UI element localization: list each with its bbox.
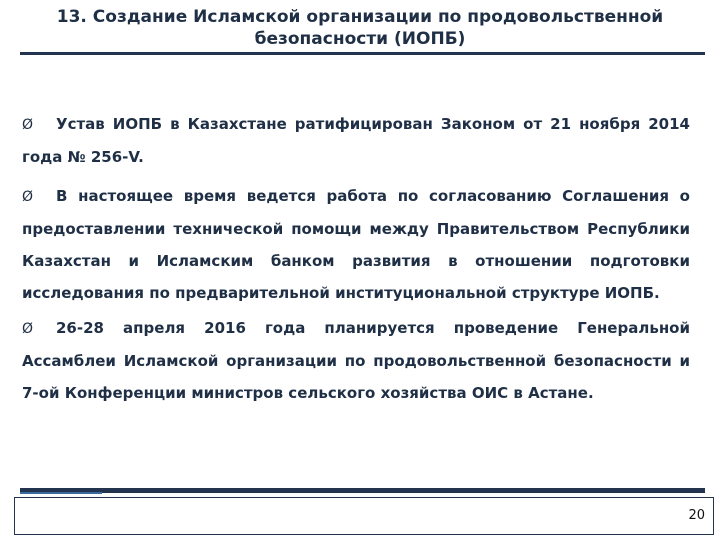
- title-line-1: 13. Создание Исламской организации по продовольственной: [56, 7, 664, 27]
- paragraph-1-text: Устав ИОПБ в Казахстане ратифицирован Законом от 21 ноября 2014 года № 256-V.: [22, 115, 690, 166]
- bottom-divider: [20, 488, 705, 493]
- arrow-bullet-icon: Ø: [22, 117, 34, 133]
- paragraph-3-text: 26-28 апреля 2016 года планируется проведение Генеральной Ассамблеи Исламской организации по продовольственной безопасности и 7-ой Конференции министров сельского хозяйства ОИС в Астане.: [22, 319, 690, 402]
- bullet-paragraph-3: [22, 312, 690, 409]
- arrow-bullet-icon: Ø: [22, 189, 34, 205]
- slide-title: [40, 6, 680, 50]
- arrow-bullet-icon: Ø: [22, 321, 34, 337]
- bullet-paragraph-2: [22, 180, 690, 309]
- top-divider: [20, 52, 705, 55]
- bottom-divider-accent: [20, 492, 102, 494]
- paragraph-2-text: В настоящее время ведется работа по согласованию Соглашения о предоставлении технической помощи между Правительством Республики Казахстан и Исламским банком развития в отношении подготовки исследования по предварительной институциональной структуре ИОПБ.: [22, 187, 690, 302]
- page-number: 20: [688, 508, 705, 523]
- footer-box: [14, 497, 714, 535]
- title-line-2: безопасности (ИОПБ): [254, 29, 466, 49]
- bullet-paragraph-1: [22, 108, 690, 173]
